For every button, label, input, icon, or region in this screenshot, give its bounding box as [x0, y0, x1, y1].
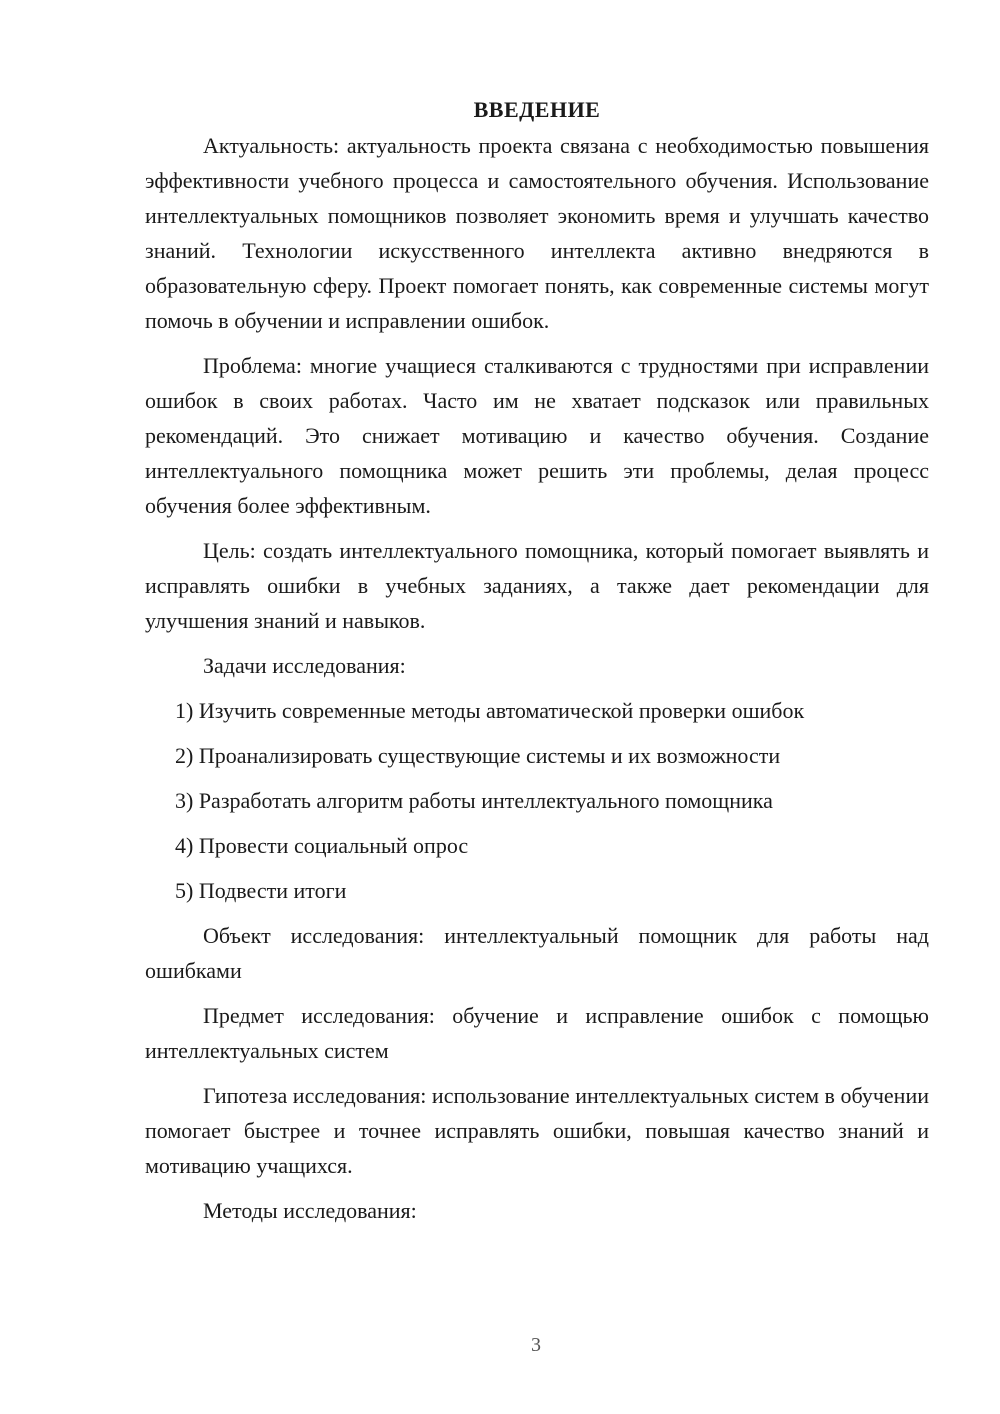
- list-item: 4) Провести социальный опрос: [175, 833, 469, 858]
- list-item: 3) Разработать алгоритм работы интеллектуального помощника: [175, 788, 773, 813]
- list-item: 1) Изучить современные методы автоматической проверки ошибок: [175, 698, 805, 723]
- list-item: 5) Подвести итоги: [175, 878, 347, 903]
- object-paragraph: Объект исследования: интеллектуальный помощник для работы над ошибками: [145, 923, 929, 983]
- tasks-heading: Задачи исследования:: [203, 653, 406, 678]
- problem-paragraph: Проблема: многие учащиеся сталкиваются с трудностями при исправлении ошибок в своих работах. Часто им не хватает подсказок или правильных рекомендаций. Это снижает мотивацию и качество обучения. Создание интеллектуального помощника может решить эти проблемы, делая процесс обучения более эффективным.: [145, 353, 929, 518]
- hypothesis-paragraph: Гипотеза исследования: использование интеллектуальных систем в обучении помогает быстрее и точнее исправлять ошибки, повышая качество знаний и мотивацию учащихся.: [145, 1083, 929, 1178]
- goal-paragraph: Цель: создать интеллектуального помощника, который помогает выявлять и исправлять ошибки в учебных заданиях, а также дает рекомендации для улучшения знаний и навыков.: [145, 538, 929, 633]
- relevance-paragraph: Актуальность: актуальность проекта связана с необходимостью повышения эффективности учебного процесса и самостоятельного обучения. Использование интеллектуальных помощников позволяет экономить время и улучшать качество знаний. Технологии искусственного интеллекта активно внедряются в образовательную сферу. Проект помогает понять, как современные системы могут помочь в обучении и исправлении ошибок.: [145, 133, 929, 333]
- subject-paragraph: Предмет исследования: обучение и исправление ошибок с помощью интеллектуальных систем: [145, 1003, 929, 1063]
- list-item: 2) Проанализировать существующие системы и их возможности: [175, 743, 781, 768]
- methods-heading: Методы исследования:: [203, 1198, 417, 1223]
- section-title: ВВЕДЕНИЕ: [473, 97, 601, 122]
- document-page: [145, 94, 929, 1228]
- page-number: 3: [531, 1334, 541, 1356]
- tasks-list: [145, 693, 929, 908]
